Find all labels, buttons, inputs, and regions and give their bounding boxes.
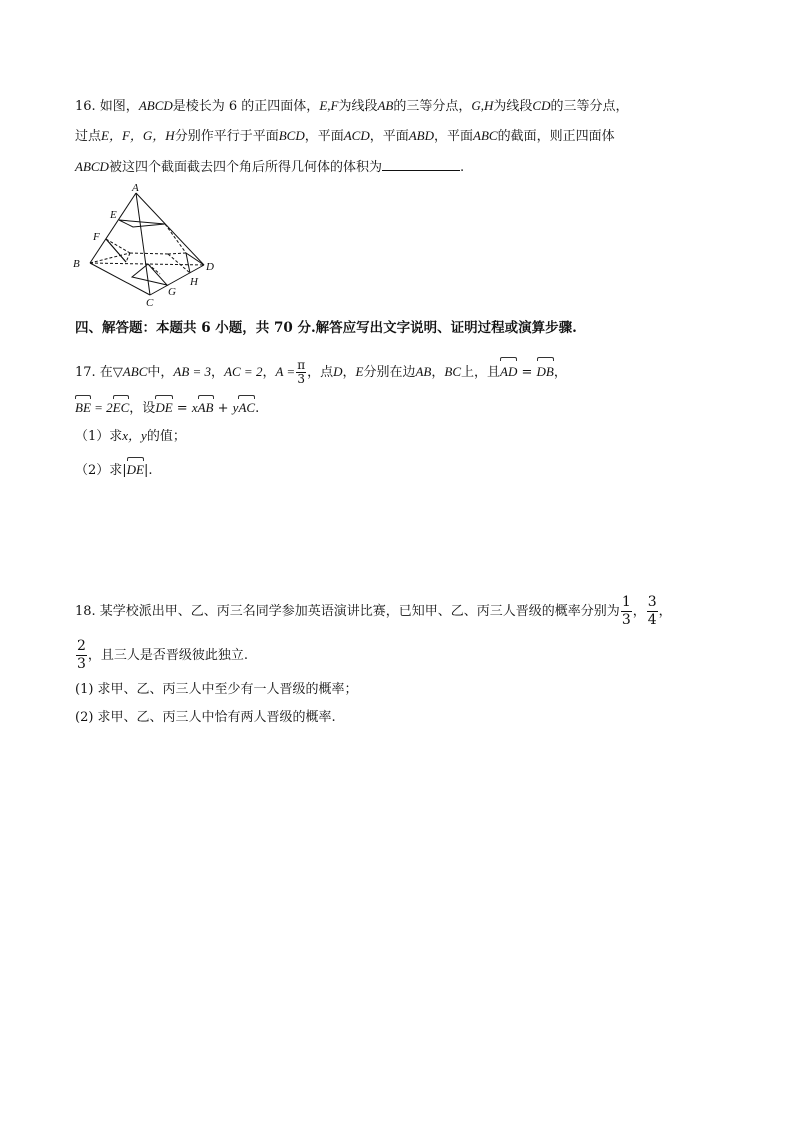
q17-part-1 <box>75 426 186 447</box>
cut-bottom-dash <box>148 264 160 274</box>
q18-part-2: (2) 求甲、乙、丙三人中恰有两人晋级的概率. <box>75 710 336 725</box>
q16-math-bcd: BCD <box>278 128 305 143</box>
label-c: C <box>146 297 154 309</box>
q17-text: ，点 <box>307 365 334 380</box>
q17-text: . <box>255 401 260 416</box>
q18-text: 18. 某学校派出甲、乙、丙三名同学参加英语演讲比赛，已知甲、乙、丙三人晋级的概率分别为 <box>75 604 620 619</box>
q16-line-1 <box>75 96 629 117</box>
abs-bar-left: | <box>122 463 127 478</box>
q16-text: 为线段 <box>493 99 533 114</box>
label-b: B <box>73 258 80 270</box>
vector-db: DB <box>537 356 554 384</box>
vector-de: DE <box>155 394 172 418</box>
q16-text: ，平面 <box>304 129 344 144</box>
label-g: G <box>168 286 176 298</box>
q17-part-2 <box>75 456 153 481</box>
q17-line-1 <box>75 356 567 386</box>
q16-text: ，平面 <box>434 129 474 144</box>
q16-text: 的三等分点， <box>550 99 629 114</box>
q17-text: ， <box>262 365 276 380</box>
q16-math-abd: ABD <box>408 128 435 143</box>
q16-math-abc: ABC <box>473 128 498 143</box>
q18-line-1 <box>75 592 672 632</box>
q17-text: ， <box>553 365 567 380</box>
fraction-numerator: 3 <box>647 594 657 610</box>
q17-math-ac: AC = 2 <box>224 364 263 379</box>
cut-bottom <box>132 264 167 285</box>
label-f: F <box>93 231 100 243</box>
label-h: H <box>190 276 198 288</box>
label-a: A <box>132 182 139 194</box>
q17-math-ab-side: AB <box>415 364 432 379</box>
q17-math-y: y <box>232 400 239 415</box>
q16-math-acd: ACD <box>343 128 370 143</box>
q17-text: = <box>172 401 192 416</box>
cut-left-dash-1 <box>106 239 130 253</box>
q17-text: （1）求 <box>75 429 123 444</box>
vector-ac: AC <box>238 394 255 418</box>
label-e: E <box>110 209 117 221</box>
q17-text: = <box>517 365 537 380</box>
q16-math-abcd: ABCD <box>138 98 173 113</box>
q18-line-2 <box>75 636 248 676</box>
tetrahedron-figure <box>68 182 228 310</box>
abs-bar-right: | <box>144 463 149 478</box>
q16-math-gh: G,H <box>471 98 494 113</box>
vector-be: BE <box>75 394 91 418</box>
q17-math-xy: x，y <box>122 428 147 443</box>
q17-text: ， <box>211 365 225 380</box>
q17-math-d: D <box>333 364 343 379</box>
fraction-2-3 <box>76 638 87 673</box>
q17-text: . <box>148 463 153 478</box>
q17-text: 的值； <box>146 429 186 444</box>
vector-ec: EC <box>113 394 130 418</box>
vector-de: DE <box>127 456 144 480</box>
q18-part-1: (1) 求甲、乙、丙三人中至少有一人晋级的概率； <box>75 682 358 697</box>
q16-line-2 <box>75 126 615 147</box>
q17-math-bc-side: BC <box>444 364 462 379</box>
q17-text: （2）求 <box>75 463 123 478</box>
q16-math-cd: CD <box>532 98 551 113</box>
q17-text: ，设 <box>129 401 156 416</box>
answer-blank[interactable] <box>382 156 460 171</box>
cut-left-solid <box>106 239 126 262</box>
fraction-numerator: 1 <box>621 594 631 610</box>
vector-ab: AB <box>198 394 214 418</box>
vector-ad: AD <box>500 356 517 384</box>
fraction-pi-3 <box>296 359 306 386</box>
q16-math-ef: E,F <box>319 98 339 113</box>
fraction-denominator: 3 <box>621 612 631 628</box>
q16-text: 分别作平行于平面 <box>174 129 279 144</box>
q16-text: 的截面，则正四面体 <box>497 129 615 144</box>
q16-line-3 <box>75 156 464 178</box>
q18-text: ， <box>632 604 646 619</box>
q17-math-triangle: ▽ABC <box>112 364 148 379</box>
cut-top <box>119 220 165 227</box>
q16-text: 过点 <box>75 129 102 144</box>
q17-text: + <box>213 401 233 416</box>
q16-math-ab: AB <box>377 98 394 113</box>
q17-text: ， <box>342 365 356 380</box>
q17-math-x: x <box>191 400 198 415</box>
q17-line-2 <box>75 394 259 419</box>
q16-text: ，平面 <box>369 129 409 144</box>
section-heading: 四、解答题：本题共 6 小题，共 70 分.解答应写出文字说明、证明过程或演算步骤. <box>75 320 577 336</box>
q16-math-abcd: ABCD <box>75 159 109 174</box>
q16-text: . <box>459 160 465 175</box>
cut-right-solid <box>186 253 190 273</box>
fraction-numerator: 2 <box>77 638 86 654</box>
q17-text: 17. 在 <box>75 365 113 380</box>
fraction-3-4 <box>647 594 658 629</box>
fraction-numerator: π <box>297 358 306 372</box>
q17-text: ， <box>431 365 445 380</box>
q16-text: 的三等分点， <box>393 99 472 114</box>
cut-right-dash-1 <box>168 253 186 254</box>
q17-math-ab: AB = 3 <box>173 364 212 379</box>
fraction-denominator: 3 <box>297 372 305 386</box>
fraction-denominator: 3 <box>77 656 86 672</box>
q18-text: ， <box>658 604 672 619</box>
q17-text: 分别在边 <box>363 365 416 380</box>
inner-dash-2 <box>165 224 186 253</box>
q16-text: 为线段 <box>338 99 378 114</box>
q17-math-a: A = <box>275 364 296 379</box>
q17-math-e: E <box>355 364 364 379</box>
q16-text: 16. 如图， <box>75 99 139 114</box>
fraction-denominator: 4 <box>647 612 657 628</box>
label-d: D <box>206 261 214 273</box>
fraction-1-3 <box>621 594 632 629</box>
inner-dash-1 <box>130 253 168 254</box>
q17-text: = 2 <box>90 400 113 415</box>
q17-text: 上，且 <box>461 365 501 380</box>
q16-text: 被这四个截面截去四个角后所得几何体的体积为 <box>108 160 382 175</box>
q18-text: ，且三人是否晋级彼此独立. <box>87 648 249 663</box>
q16-text: 是棱长为 6 的正四面体， <box>172 99 320 114</box>
q17-text: 中， <box>147 365 174 380</box>
q16-math-points: E，F，G，H <box>101 128 175 143</box>
